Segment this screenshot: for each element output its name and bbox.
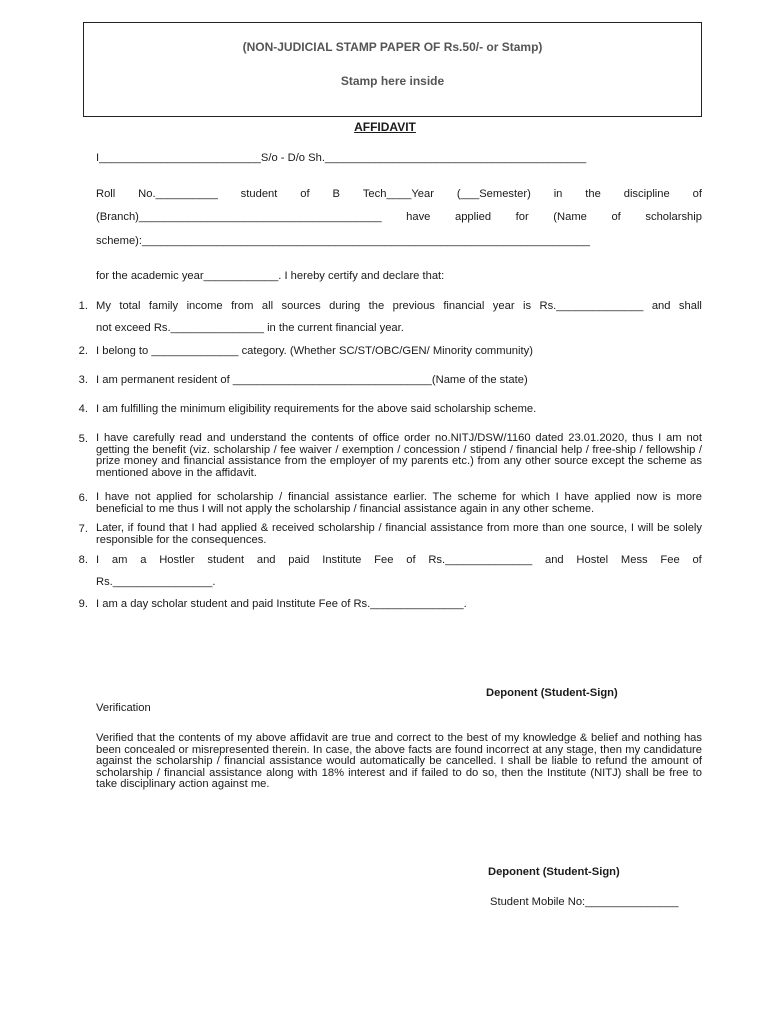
- word: Rs.______________: [428, 554, 533, 566]
- item-8-line-1: [96, 554, 702, 566]
- word: applied: [454, 211, 492, 223]
- item-number: 4.: [78, 403, 88, 415]
- affidavit-title: AFFIDAVIT: [354, 120, 416, 134]
- item-5-text: I have carefully read and understand the contents of office order no.NITJ/DSW/1160 dated 23.01.2020, thus I am not getting the benefit (viz. scholarship / fee waiver / exemption / concession / stipend / financial help / free-ship / fellowship / prize money and financial assistance from the employer of my parents etc.) from any other source except the scheme as mentioned above in the affidavit.: [96, 432, 702, 479]
- word: of: [406, 554, 416, 566]
- intro-line-name: I__________________________S/o - D/o Sh.__________________________________________: [96, 152, 587, 164]
- word: financial: [443, 300, 485, 312]
- stamp-instruction: Stamp here inside: [340, 74, 445, 88]
- word: B: [332, 188, 340, 200]
- student-mobile-field: Student Mobile No:_______________: [490, 896, 679, 908]
- verification-heading: Verification: [96, 702, 151, 714]
- word: scholarship: [645, 211, 702, 223]
- intro-line-scheme: scheme):________________________________________________________________________: [96, 235, 590, 247]
- item-6-text: I have not applied for scholarship / financial assistance earlier. The scheme for which I have applied now is more beneficial to me thus I will not apply the scholarship / financial assistance again in any other scheme.: [96, 491, 702, 515]
- word: total: [119, 300, 141, 312]
- word: student: [207, 554, 245, 566]
- word: and: [651, 300, 671, 312]
- word: from: [231, 300, 254, 312]
- word: Hostel: [576, 554, 609, 566]
- intro-line-roll: [96, 188, 702, 200]
- item-4-text: I am fulfilling the minimum eligibility requirements for the above said scholarship scheme.: [96, 403, 537, 415]
- item-2-text: I belong to ______________ category. (Whether SC/ST/OBC/GEN/ Minority community): [96, 345, 533, 357]
- word: sources: [281, 300, 321, 312]
- word: the: [368, 300, 385, 312]
- word: Fee: [660, 554, 680, 566]
- word: all: [261, 300, 274, 312]
- word: discipline: [623, 188, 670, 200]
- word: of: [692, 188, 702, 200]
- word: and: [544, 554, 564, 566]
- stamp-heading: (NON-JUDICIAL STAMP PAPER OF Rs.50/- or Stamp): [242, 40, 543, 54]
- item-1-line-1: [96, 300, 702, 312]
- deponent-sign-label-2: Deponent (Student-Sign): [488, 866, 620, 878]
- item-number: 1.: [78, 300, 88, 312]
- word: paid: [288, 554, 310, 566]
- word: for: [515, 211, 529, 223]
- verification-text: Verified that the contents of my above affidavit are true and correct to the best of my knowledge & belief and nothing has been concealed or misrepresented therein. In case, the above facts are found incorrect at any stage, then my candidature against the scholarship / financial assistance would automatically be cancelled. I shall be liable to refund the amount of scholarship / financial assistance along with 18% interest and if failed to do so, then the Institute (NITJ) shall be free to take disciplinary action against me.: [96, 732, 702, 791]
- item-1-line-2: not exceed Rs._______________ in the current financial year.: [96, 322, 404, 334]
- word: of: [611, 211, 621, 223]
- word: family: [148, 300, 179, 312]
- intro-line-academic-year: for the academic year____________. I hereby certify and declare that:: [96, 270, 445, 282]
- word: during: [329, 300, 361, 312]
- word: the: [585, 188, 601, 200]
- intro-line-branch: [96, 211, 702, 223]
- item-number: 6.: [78, 492, 88, 504]
- word: Tech____Year: [362, 188, 434, 200]
- word: I: [96, 554, 100, 566]
- item-8-line-2: Rs.________________.: [96, 576, 216, 588]
- word: income: [186, 300, 223, 312]
- word: Mess: [620, 554, 648, 566]
- item-number: 5.: [78, 433, 88, 445]
- word: and: [256, 554, 276, 566]
- word: am: [111, 554, 128, 566]
- word: Institute: [322, 554, 362, 566]
- item-9-text: I am a day scholar student and paid Institute Fee of Rs._______________.: [96, 598, 467, 610]
- word: My: [96, 300, 111, 312]
- word: a: [140, 554, 147, 566]
- item-number: 9.: [78, 598, 88, 610]
- item-number: 7.: [78, 523, 88, 535]
- item-7-text: Later, if found that I had applied & received scholarship / financial assistance from more than one source, I will be solely responsible for the consequences.: [96, 522, 702, 546]
- item-number: 3.: [78, 374, 88, 386]
- item-number: 8.: [78, 554, 88, 566]
- word: of: [692, 554, 702, 566]
- word: year: [492, 300, 515, 312]
- word: previous: [392, 300, 435, 312]
- deponent-sign-label: Deponent (Student-Sign): [486, 687, 618, 699]
- word: is: [522, 300, 532, 312]
- word: have: [406, 211, 431, 223]
- word: in: [553, 188, 563, 200]
- item-3-text: I am permanent resident of ________________________________(Name of the state): [96, 374, 528, 386]
- word: Roll: [96, 188, 116, 200]
- word: Rs.______________: [539, 300, 644, 312]
- word: student: [240, 188, 278, 200]
- word: (Name: [553, 211, 587, 223]
- word: (Branch)_______________________________________: [96, 211, 382, 223]
- word: No.__________: [138, 188, 218, 200]
- item-number: 2.: [78, 345, 88, 357]
- word: of: [300, 188, 310, 200]
- word: Fee: [374, 554, 394, 566]
- word: Hostler: [159, 554, 195, 566]
- word: (___Semester): [456, 188, 531, 200]
- word: shall: [678, 300, 702, 312]
- stamp-box: [83, 22, 702, 117]
